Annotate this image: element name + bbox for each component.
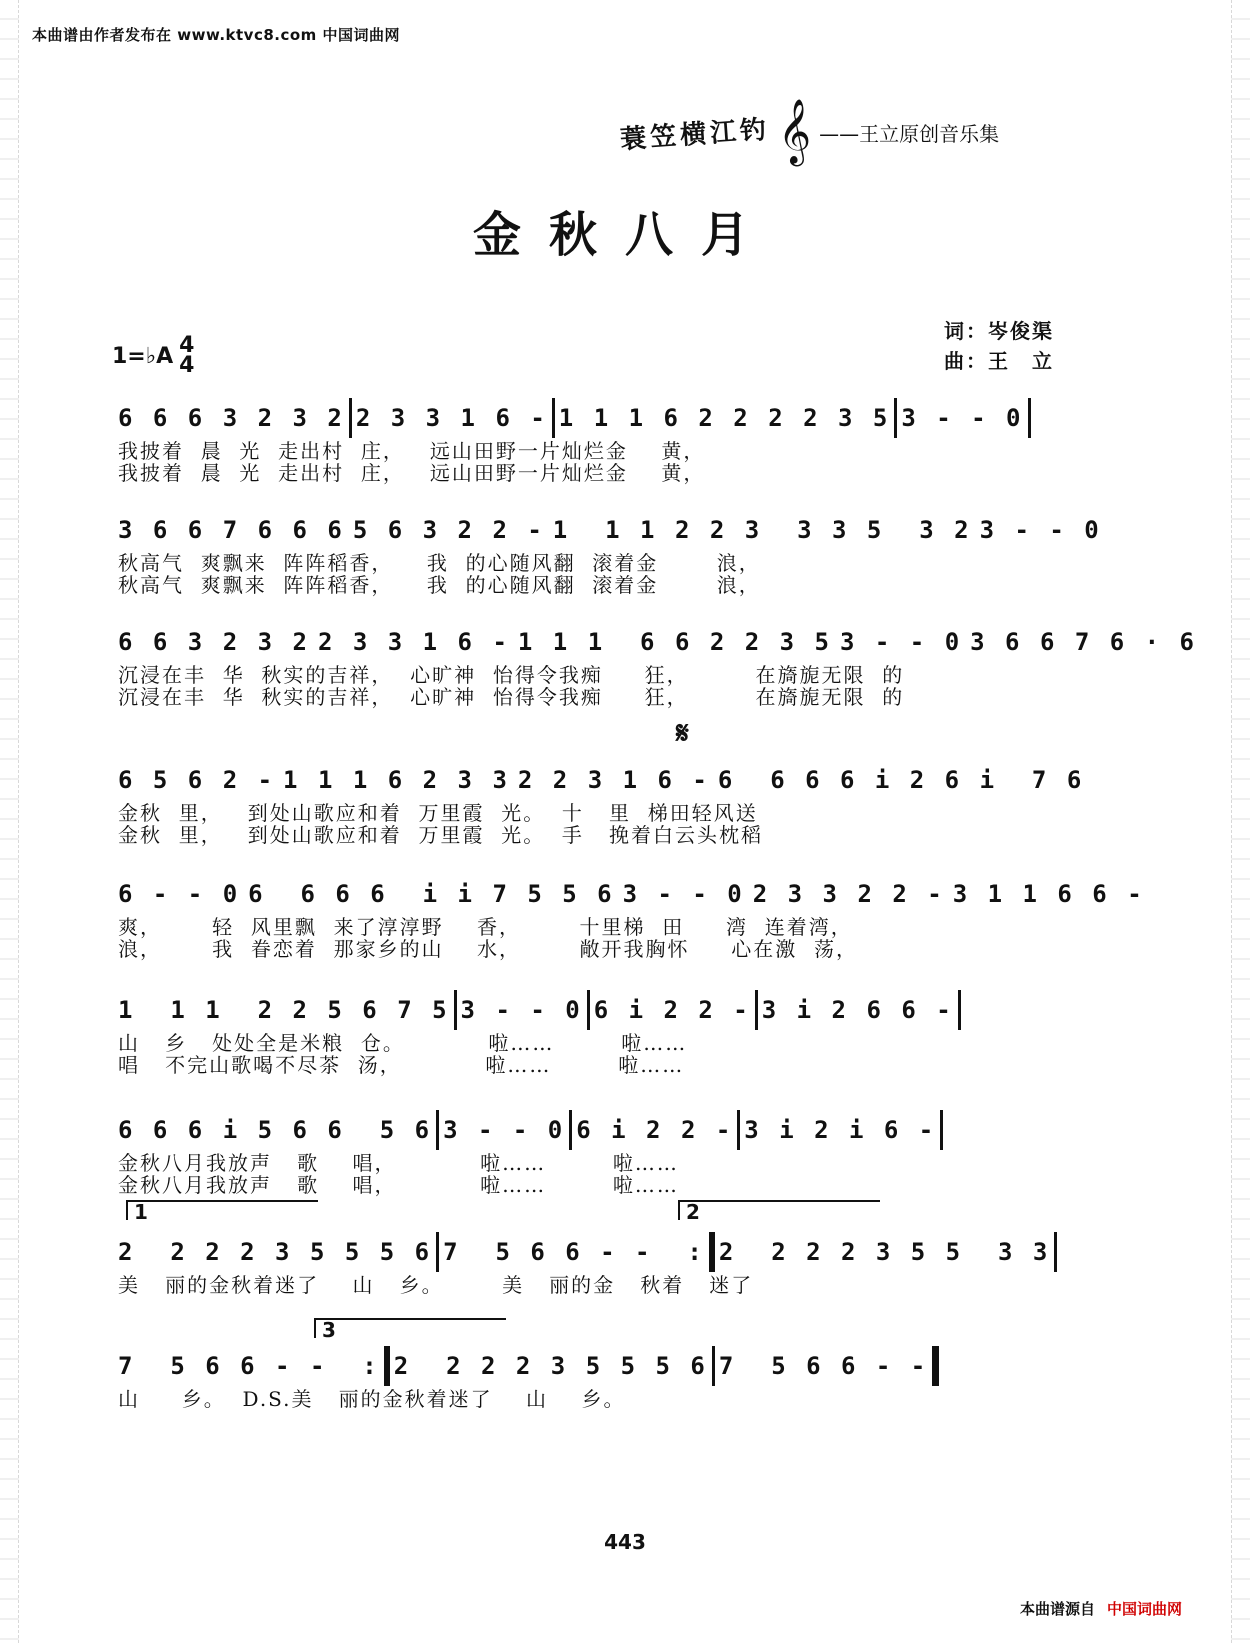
time-bottom: 4 (179, 353, 195, 378)
measure: 7 5 6 6 - - : (118, 1352, 380, 1380)
lyrics-verse-1: 金秋八月我放声 歌 唱， 啦…… 啦…… (118, 1151, 679, 1175)
measure: 3 - - 0 (622, 880, 745, 908)
volta-bracket (126, 1200, 318, 1224)
song-title: 金秋八月 (472, 207, 777, 263)
lyrics-verse-2: 金秋 里， 到处山歌应和着 万里霞 光。 手 挽着白云头枕稻 (118, 823, 764, 847)
barline (894, 398, 897, 438)
barline (587, 990, 590, 1030)
barline (349, 398, 352, 438)
collection-subtitle: ——王立原创音乐集 (819, 121, 1000, 146)
measure: 6 6 6 6 i i 7 5 5 6 (248, 880, 615, 908)
measure: 2 3 3 2 2 - (752, 880, 945, 908)
measure: 2 2 3 1 6 - (517, 766, 710, 794)
barline (958, 990, 961, 1030)
measure: 1 1 1 2 2 5 6 7 5 (118, 996, 450, 1024)
key-signature (112, 333, 195, 378)
measure: 2 2 2 2 3 5 5 5 6 (118, 1238, 433, 1266)
notes-line (118, 872, 1145, 916)
volta-number: 1 (134, 1200, 148, 1224)
measure: 1 1 1 6 2 3 3 (283, 766, 510, 794)
source-note-top: 本曲谱由作者发布在 www.ktvc8.com 中国词曲网 (32, 26, 401, 44)
notes-line (118, 1230, 1078, 1274)
score-row (118, 988, 1078, 1076)
lyrics-verse-1: 沉浸在丰 华 秋实的吉祥， 心旷神 怡得令我痴 狂， 在旖旎无限 的 (118, 663, 905, 687)
volta-bracket (678, 1200, 880, 1224)
notes-line (118, 620, 1197, 664)
measure: 6 5 6 2 - (118, 766, 276, 794)
measure: 3 - - 0 (979, 516, 1102, 544)
lyrics-verse-1: 美 丽的金秋着迷了 山 乡。 美 丽的金 秋着 迷了 (118, 1273, 754, 1297)
score-row (118, 396, 1078, 484)
collection-header (619, 99, 1000, 164)
score-row (118, 1318, 1078, 1411)
measure: 3 6 6 7 6 · 6 (970, 628, 1197, 656)
measure: 3 - - 0 (443, 1116, 566, 1144)
measure: 6 6 6 i 5 6 6 5 6 (118, 1116, 433, 1144)
barline (737, 1110, 740, 1150)
measure: 5 6 3 2 2 - (352, 516, 545, 544)
lyrics-verse-2: 唱 不完山歌喝不尽茶 汤， 啦…… 啦…… (118, 1053, 685, 1077)
measure: 2 2 2 2 3 5 5 5 6 (393, 1352, 708, 1380)
lyrics-verse-2: 浪， 我 眷恋着 那家乡的山 水， 敞开我胸怀 心在激 荡， (118, 937, 859, 961)
measure: 6 i 2 2 - (593, 996, 751, 1024)
segno-icon: 𝄋 (676, 716, 689, 751)
lyrics-verse-2: 金秋八月我放声 歌 唱， 啦…… 啦…… (118, 1173, 679, 1197)
lyrics-verse-1: 秋高气 爽飘来 阵阵稻香， 我 的心随风翻 滚着金 浪， (118, 551, 761, 575)
measure: 3 - - 0 (460, 996, 583, 1024)
credits (944, 316, 1054, 376)
repeat-barline (709, 1232, 715, 1272)
score-row (118, 1108, 1078, 1196)
measure: 6 6 6 3 2 3 2 (118, 404, 345, 432)
measure: 7 5 6 6 - - : (443, 1238, 705, 1266)
source-site: 中国词曲网 (1107, 1600, 1183, 1618)
measure: 2 3 3 1 6 - (355, 404, 548, 432)
notes-line (118, 988, 1078, 1032)
measure: 3 - - 0 (840, 628, 963, 656)
measure: 6 6 6 6 i 2 6 i 7 6 (717, 766, 1085, 794)
lyrics-verse-2: 我披着 晨 光 走出村 庄， 远山田野一片灿烂金 黄， (118, 461, 706, 485)
lyricist: 词：岑俊渠 (944, 319, 1054, 343)
score-row (118, 872, 1145, 961)
repeat-barline (384, 1346, 390, 1386)
barline (712, 1346, 715, 1386)
volta-number: 2 (686, 1200, 700, 1224)
measure: 3 i 2 6 6 - (761, 996, 954, 1024)
barline (454, 990, 457, 1030)
measure: 7 5 6 6 - - (718, 1352, 929, 1380)
measure: 3 i 2 i 6 - (744, 1116, 937, 1144)
lyrics-verse-1: 我披着 晨 光 走出村 庄， 远山田野一片灿烂金 黄， (118, 439, 706, 463)
measure: 6 i 2 2 - (576, 1116, 734, 1144)
barline (552, 398, 555, 438)
time-top: 4 (179, 333, 195, 358)
lyrics-verse-1: 山 乡。 D.S.美 丽的金秋着迷了 山 乡。 (118, 1387, 626, 1411)
source-note-bottom (1020, 1598, 1182, 1619)
volta-number: 3 (322, 1318, 336, 1342)
notes-line (118, 396, 1078, 440)
score-row (118, 508, 1102, 597)
page-number: 443 (604, 1530, 646, 1554)
barline (569, 1110, 572, 1150)
measure: 1 1 1 6 2 2 2 2 3 5 (558, 404, 891, 432)
score-row (118, 620, 1197, 709)
barline (436, 1110, 439, 1150)
source-label: 本曲谱源自 (1020, 1600, 1096, 1618)
measure: 2 3 3 1 6 - (317, 628, 510, 656)
barline (436, 1232, 439, 1272)
barline (755, 990, 758, 1030)
score-row (118, 758, 1085, 847)
measure: 1 1 1 6 6 2 2 3 5 (517, 628, 832, 656)
key-label: 1=♭A (112, 343, 174, 369)
measure: 3 - - 0 (901, 404, 1024, 432)
measure: 6 - - 0 (118, 880, 241, 908)
lyrics-verse-1: 爽， 轻 风里飘 来了淳淳野 香， 十里梯 田 湾 连着湾， (118, 915, 853, 939)
notes-line (118, 508, 1102, 552)
measure: 2 2 2 2 3 5 5 3 3 (718, 1238, 1051, 1266)
score-row (118, 1200, 1078, 1297)
notes-line (118, 1108, 1078, 1152)
lyrics-verse-2: 沉浸在丰 华 秋实的吉祥， 心旷神 怡得令我痴 狂， 在旖旎无限 的 (118, 685, 905, 709)
notes-line (118, 1344, 1078, 1388)
measure: 1 1 1 2 2 3 3 3 5 3 2 (552, 516, 972, 544)
treble-clef-icon: 𝄞 (778, 99, 812, 164)
final-barline (932, 1346, 939, 1386)
measure: 3 6 6 7 6 6 6 (118, 516, 345, 544)
barline (940, 1110, 943, 1150)
lyrics-verse-1: 金秋 里， 到处山歌应和着 万里霞 光。 十 里 梯田轻风送 (118, 801, 758, 825)
lyrics-verse-2: 秋高气 爽飘来 阵阵稻香， 我 的心随风翻 滚着金 浪， (118, 573, 761, 597)
composer: 曲：王 立 (944, 349, 1054, 373)
time-signature (179, 333, 195, 378)
notes-line (118, 758, 1085, 802)
lyrics-verse-1: 山 乡 处处全是米粮 仓。 啦…… 啦…… (118, 1031, 688, 1055)
volta-bracket (314, 1318, 506, 1342)
barline (1028, 398, 1031, 438)
measure: 3 1 1 6 6 - (952, 880, 1145, 908)
barline (1054, 1232, 1057, 1272)
measure: 6 6 3 2 3 2 (118, 628, 310, 656)
collection-name: 蓑笠横江钓 (619, 114, 772, 155)
